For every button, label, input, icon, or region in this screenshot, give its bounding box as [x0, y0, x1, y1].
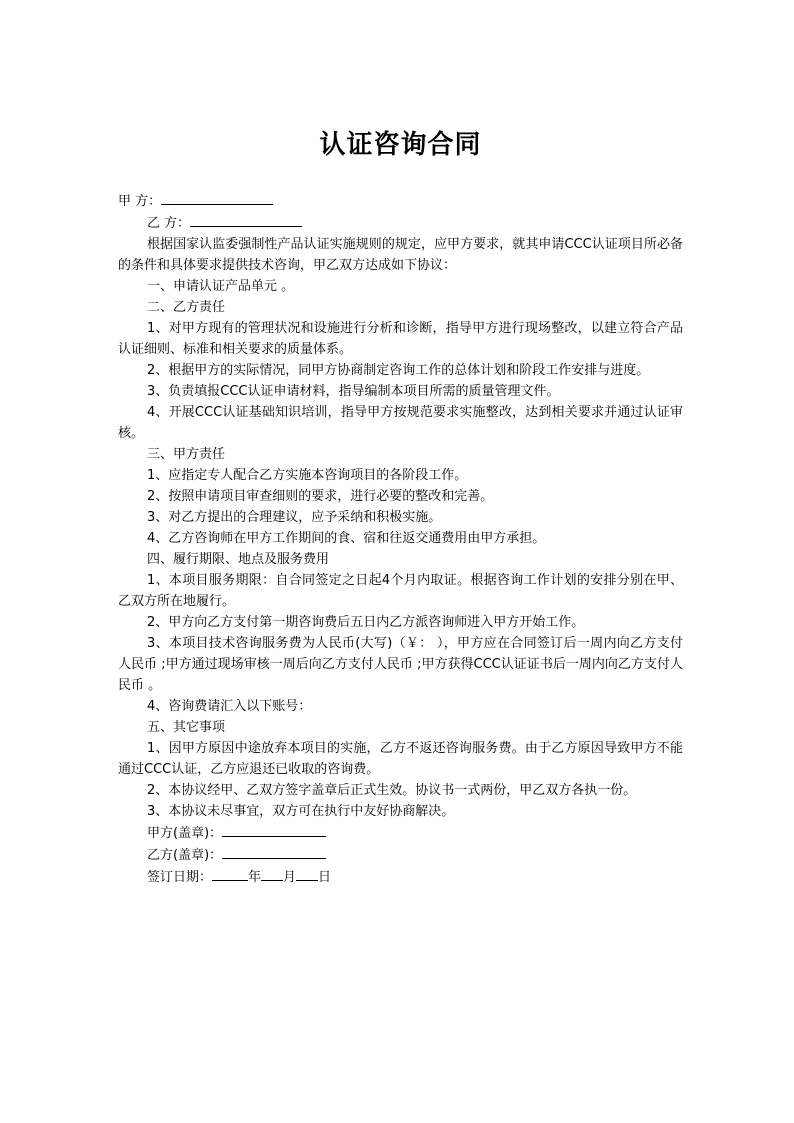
section-4-heading: 四、履行期限、地点及服务费用: [147, 552, 330, 567]
party-b-blank: [190, 212, 302, 227]
party-b-seal-label: 乙方(盖章)：: [147, 848, 223, 863]
year-blank: [212, 866, 248, 881]
section-2-item: 4、开展CCC认证基础知识培训，指导甲方按规范要求实施整改，达到相关要求并通过认证审核。: [118, 405, 683, 441]
section-3-item: 2、按照申请项目审查细则的要求，进行必要的整改和完善。: [147, 489, 494, 504]
section-3-heading: 三、甲方责任: [147, 447, 226, 462]
party-b-label: 乙 方：: [147, 216, 191, 231]
party-b-seal-blank: [222, 844, 326, 859]
section-2-heading: 二、乙方责任: [147, 300, 226, 315]
party-a-blank: [161, 190, 273, 205]
section-5-item: 3、本协议未尽事宜，双方可在执行中友好协商解决。: [147, 804, 455, 819]
section-3-item: 4、乙方咨询师在甲方工作期间的食、宿和往返交通费用由甲方承担。: [147, 531, 546, 546]
section-4-item: 4、咨询费请汇入以下账号：: [147, 699, 312, 714]
section-3-item: 3、对乙方提出的合理建议，应予采纳和积极实施。: [147, 510, 442, 525]
party-a-seal-blank: [222, 822, 326, 837]
section-2-item: 2、根据甲方的实际情况，同甲方协商制定咨询工作的总体计划和阶段工作安排与进度。: [147, 363, 650, 378]
month-blank: [261, 866, 283, 881]
sign-date-line: [118, 866, 683, 888]
party-b-seal-line: [118, 844, 683, 866]
year-label: 年: [248, 870, 262, 885]
document-title: 认证咨询合同: [319, 130, 482, 160]
day-blank: [296, 866, 318, 881]
document-body: [118, 190, 683, 888]
party-a-line: [118, 190, 683, 212]
month-label: 月: [283, 870, 297, 885]
section-1-product-unit: 一、申请认证产品单元 。: [147, 279, 295, 294]
section-5-item: 1、因甲方原因中途放弃本项目的实施，乙方不返还咨询服务费。由于乙方原因导致甲方不能通过CCC认证，乙方应退还已收取的咨询费。: [118, 741, 683, 777]
intro-paragraph: 根据国家认监委强制性产品认证实施规则的规定，应甲方要求，就其申请CCC认证项目所必备的条件和具体要求提供技术咨询，甲乙双方达成如下协议：: [118, 237, 683, 273]
party-a-seal-line: [118, 822, 683, 844]
section-4-item: 1、本项目服务期限：自合同签定之日起4个月内取证。根据咨询工作计划的安排分别在甲、乙双方所在地履行。: [118, 573, 683, 609]
section-4-item: 3、本项目技术咨询服务费为人民币(大写)（￥： ），甲方应在合同签订后一周内向乙方支付人民币 ;甲方通过现场审核一周后向乙方支付人民币 ;甲方获得CCC认证证书后一周内向乙方支付人民币 。: [118, 636, 683, 693]
section-4-item: 2、甲方向乙方支付第一期咨询费后五日内乙方派咨询师进入甲方开始工作。: [147, 615, 585, 630]
party-a-seal-label: 甲方(盖章)：: [147, 826, 223, 841]
day-label: 日: [318, 870, 332, 885]
sign-date-label: 签订日期：: [147, 870, 213, 885]
section-5-item: 2、本协议经甲、乙双方签字盖章后正式生效。协议书一式两份，甲乙双方各执一份。: [147, 783, 637, 798]
party-b-line: [118, 212, 683, 234]
section-2-item: 1、对甲方现有的管理状况和设施进行分析和诊断，指导甲方进行现场整改，以建立符合产品认证细则、标准和相关要求的质量体系。: [118, 321, 683, 357]
section-5-heading: 五、其它事项: [147, 720, 226, 735]
section-2-item: 3、负责填报CCC认证申请材料，指导编制本项目所需的质量管理文件。: [147, 384, 560, 399]
section-3-item: 1、应指定专人配合乙方实施本咨询项目的各阶段工作。: [147, 468, 468, 483]
party-a-label: 甲 方：: [118, 194, 162, 209]
